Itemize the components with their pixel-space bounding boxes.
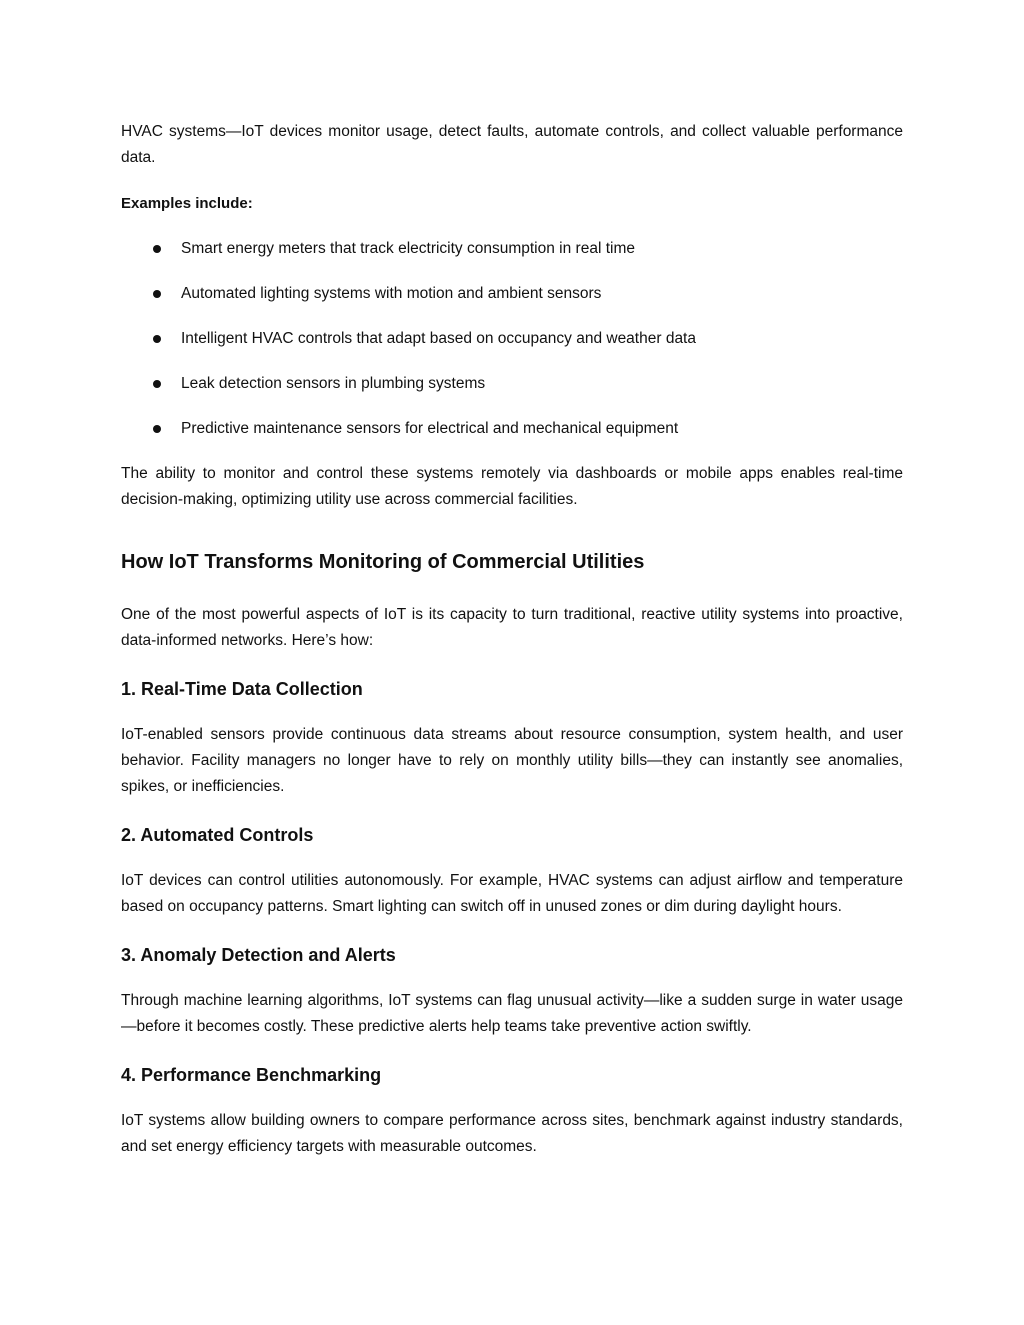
- anomaly-detection-paragraph: Through machine learning algorithms, IoT systems can flag unusual activity—like a sudden surge in water usage—before it becomes costly. These predictive alerts help teams take preventive action swiftly.: [121, 992, 903, 1035]
- bullet-icon: [153, 425, 161, 433]
- list-item-text: Automated lighting systems with motion and ambient sensors: [181, 285, 602, 302]
- bullet-icon: [153, 245, 161, 253]
- remote-monitoring-paragraph: The ability to monitor and control these systems remotely via dashboards or mobile apps enables real-time decision-making, optimizing utility use across commercial facilities.: [121, 465, 903, 508]
- examples-label: Examples include:: [121, 195, 253, 212]
- bullet-icon: [153, 335, 161, 343]
- intro-paragraph: HVAC systems—IoT devices monitor usage, detect faults, automate controls, and collect valuable performance data.: [121, 123, 903, 166]
- bullet-icon: [153, 290, 161, 298]
- list-item: [121, 416, 903, 442]
- document-page: [121, 119, 903, 1160]
- subheading-automated-controls: 2. Automated Controls: [121, 825, 314, 845]
- list-item: [121, 326, 903, 352]
- subheading-anomaly-detection: 3. Anomaly Detection and Alerts: [121, 945, 396, 965]
- subheading-performance-benchmarking: 4. Performance Benchmarking: [121, 1065, 382, 1085]
- list-item: [121, 281, 903, 307]
- list-item: [121, 371, 903, 397]
- section-heading-transform: How IoT Transforms Monitoring of Commercial Utilities: [121, 551, 645, 573]
- transform-paragraph: One of the most powerful aspects of IoT is its capacity to turn traditional, reactive utility systems into proactive, data-informed networks. Here’s how:: [121, 606, 903, 649]
- list-item-text: Smart energy meters that track electricity consumption in real time: [181, 240, 635, 257]
- performance-benchmarking-paragraph: IoT systems allow building owners to compare performance across sites, benchmark against industry standards, and set energy efficiency targets with measurable outcomes.: [121, 1112, 903, 1155]
- subheading-real-time-data: 1. Real-Time Data Collection: [121, 679, 363, 699]
- real-time-data-paragraph: IoT-enabled sensors provide continuous data streams about resource consumption, system health, and user behavior. Facility managers no longer have to rely on monthly utility bills—they can instantly see anomalies, spikes, or inefficiencies.: [121, 726, 903, 795]
- list-item-text: Leak detection sensors in plumbing systems: [181, 375, 486, 392]
- bullet-icon: [153, 380, 161, 388]
- examples-list: [121, 236, 903, 442]
- automated-controls-paragraph: IoT devices can control utilities autonomously. For example, HVAC systems can adjust airflow and temperature based on occupancy patterns. Smart lighting can switch off in unused zones or dim during daylight hours.: [121, 872, 903, 915]
- list-item: [121, 236, 903, 262]
- list-item-text: Predictive maintenance sensors for electrical and mechanical equipment: [181, 420, 679, 437]
- list-item-text: Intelligent HVAC controls that adapt based on occupancy and weather data: [181, 330, 696, 347]
